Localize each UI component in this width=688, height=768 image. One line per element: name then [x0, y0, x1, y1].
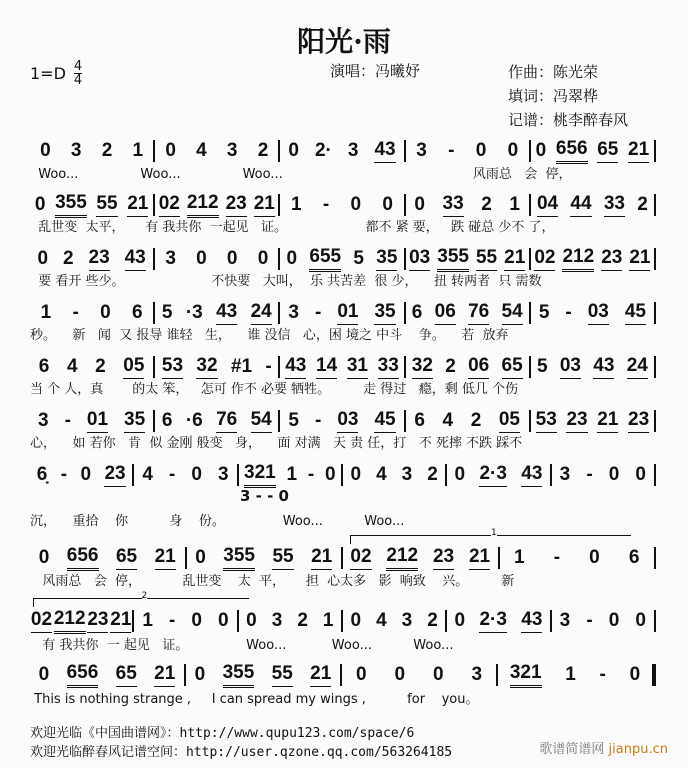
note: 21	[629, 247, 650, 271]
composer: 作曲：陈光荣	[508, 63, 599, 81]
note: 21	[504, 247, 525, 271]
notation-row	[30, 608, 656, 634]
note: 6̣	[36, 463, 48, 485]
note: 23	[226, 193, 247, 217]
note: 23	[628, 409, 649, 433]
measure	[531, 138, 654, 164]
note: 0	[226, 247, 238, 269]
note: 43	[374, 139, 395, 163]
note: 23	[433, 546, 454, 570]
measure	[343, 610, 445, 633]
note: 01	[337, 301, 358, 325]
note: 32	[196, 355, 217, 379]
note: 5	[353, 247, 364, 269]
note: 3	[218, 463, 229, 485]
note: 0	[382, 193, 393, 215]
note: 321	[244, 462, 276, 488]
note: 212	[54, 608, 86, 634]
note: 2	[481, 193, 492, 215]
note: 0	[195, 546, 206, 568]
note: -	[553, 546, 561, 568]
note: 55	[476, 247, 497, 271]
note: 0	[608, 609, 620, 631]
bar-line	[654, 356, 656, 378]
notation-row	[30, 662, 656, 688]
note: 2	[297, 609, 308, 631]
note: 0	[288, 139, 299, 161]
note: 21	[127, 193, 148, 217]
volta-2	[33, 591, 249, 607]
note: 2	[427, 609, 438, 631]
note: 43	[521, 609, 542, 633]
measure	[30, 608, 132, 634]
note: 2	[257, 139, 269, 161]
note: -	[314, 409, 322, 431]
note: 23	[87, 609, 108, 633]
note: 33	[604, 193, 625, 217]
time-bottom: 4	[73, 73, 83, 88]
measure	[30, 140, 153, 163]
note: 4	[66, 355, 78, 377]
note: 2	[427, 463, 438, 485]
measure	[239, 610, 341, 633]
measure	[155, 248, 278, 271]
note: 3	[165, 247, 176, 269]
bar-line	[654, 302, 656, 324]
note: 0	[191, 463, 202, 485]
note: 0	[286, 247, 298, 269]
note: 76	[468, 301, 489, 325]
note: 43	[125, 247, 146, 271]
note: 45	[374, 409, 395, 433]
measure	[531, 355, 654, 379]
time-top: 4	[73, 59, 83, 74]
measure	[280, 139, 403, 163]
note: 3	[559, 463, 571, 485]
note: 3	[288, 301, 299, 323]
measure	[343, 545, 498, 571]
lyrics-line: 乱世变 太平， 有 我共你 一起见 证。 都不 紧 要， 跌 碰总 少不 了，	[30, 220, 555, 235]
measure	[406, 355, 529, 379]
note: 5	[161, 301, 173, 323]
measure	[30, 302, 153, 325]
note: 0	[350, 463, 362, 485]
notation-row	[30, 246, 656, 272]
measure	[30, 355, 153, 379]
measure	[552, 610, 654, 633]
measure	[280, 409, 403, 433]
note: 0	[40, 139, 51, 161]
note: 21	[110, 609, 131, 633]
note: 55	[96, 193, 117, 217]
note: 2	[95, 355, 106, 377]
credits	[508, 60, 628, 132]
note: 6	[38, 355, 50, 377]
note: 3	[226, 139, 238, 161]
note: 0	[635, 463, 646, 485]
note: 0	[165, 139, 176, 161]
measure	[155, 409, 278, 433]
measure	[552, 464, 654, 487]
note: 2	[445, 355, 456, 377]
volta-1	[350, 528, 631, 544]
note: 21	[469, 546, 490, 570]
note: 03	[560, 355, 581, 379]
note: 65	[597, 139, 618, 163]
note: 656	[67, 662, 99, 688]
note: 0	[394, 663, 406, 685]
footer-link-1[interactable]: 欢迎光临《中国曲谱网》：http://www.qupu123.com/space/6	[30, 726, 415, 741]
measure	[30, 545, 185, 571]
note: 0	[37, 247, 49, 269]
note: 212	[562, 246, 594, 272]
measure	[531, 246, 654, 272]
note: 0	[608, 463, 620, 485]
watermark	[539, 738, 668, 757]
notation-row	[30, 300, 656, 326]
measure	[280, 355, 403, 379]
note: 21	[597, 409, 618, 433]
note: 24	[251, 301, 272, 325]
note: -	[314, 301, 322, 323]
bar-line	[654, 547, 656, 569]
measure	[531, 193, 654, 217]
note: -	[169, 609, 176, 631]
note: 0	[246, 609, 257, 631]
note: 33	[378, 355, 399, 379]
note: #1	[230, 355, 253, 377]
note: 02	[159, 193, 180, 217]
note: 1	[286, 463, 298, 485]
measure	[186, 662, 340, 688]
watermark-cn: 歌谱简谱网	[539, 742, 605, 757]
note: 1	[509, 193, 520, 215]
note: 0	[196, 247, 207, 269]
bar-line	[654, 140, 656, 162]
notation-row	[30, 545, 656, 571]
note: 53	[536, 409, 557, 433]
measure	[280, 301, 403, 325]
lyrics-line: Woo... Woo... Woo... 风雨总 会 停，	[30, 167, 572, 182]
bar-line	[654, 194, 656, 216]
note: 0	[535, 139, 547, 161]
note: 65	[502, 355, 523, 379]
note: 3	[471, 663, 483, 685]
bar-line	[654, 248, 656, 270]
note: -	[599, 663, 606, 685]
note: 5	[288, 409, 299, 431]
note: 212	[187, 192, 219, 218]
note: 656	[556, 138, 588, 164]
measure	[531, 301, 654, 325]
note: 4	[442, 409, 454, 431]
watermark-en: jianpu.cn	[608, 742, 668, 757]
note: 02	[350, 546, 371, 570]
bar-line	[654, 464, 656, 486]
note: 2	[62, 247, 74, 269]
note: 0	[350, 193, 362, 215]
note: 0	[218, 609, 229, 631]
measure	[343, 464, 445, 487]
note: 3	[271, 609, 283, 631]
note: 0	[325, 463, 336, 485]
note: 43	[593, 355, 614, 379]
note: 355	[223, 545, 255, 571]
note: 76	[216, 409, 237, 433]
note: 5	[538, 301, 550, 323]
notation-row	[30, 462, 656, 488]
note: 21	[310, 663, 331, 687]
note: -	[265, 355, 272, 377]
note: 24	[627, 355, 648, 379]
note: 21	[254, 193, 275, 217]
measure	[406, 301, 529, 325]
note: 21	[154, 663, 175, 687]
measure	[30, 463, 132, 487]
note: 54	[502, 301, 523, 325]
note: 02	[534, 247, 555, 271]
note: 2	[637, 193, 648, 215]
note: 0	[191, 609, 202, 631]
note: 04	[537, 193, 558, 217]
notation-row	[30, 192, 656, 218]
measure	[498, 662, 652, 688]
note: 0	[194, 663, 206, 685]
note: 05	[499, 409, 520, 433]
note: 0	[34, 193, 46, 215]
key-signature	[30, 60, 82, 87]
note: 2·	[314, 139, 332, 161]
note: 1	[291, 193, 302, 215]
transcriber: 记谱：桃李醉春风	[508, 111, 629, 129]
measure	[134, 610, 236, 633]
lyrics-line: This is nothing strange , I can spread my wings , for you。	[30, 692, 479, 707]
note: 0	[589, 546, 600, 568]
lyrics-line: 有 我共你 一 起见 证。 Woo... Woo... Woo...	[30, 638, 454, 653]
note: 2	[470, 409, 482, 431]
note: 6	[411, 301, 423, 323]
note: 43	[216, 301, 237, 325]
lyrics-line: 秒。 新 闻 又 报导 谁轻 生， 谁 没信 心，困 境之 中斗 争。 若 放弃	[30, 328, 509, 343]
note: 65	[116, 546, 137, 570]
measure	[134, 464, 236, 487]
note: 21	[628, 139, 649, 163]
note: 06	[435, 301, 456, 325]
note: 06	[468, 355, 489, 379]
note: 43	[521, 463, 542, 487]
note: 53	[162, 355, 183, 379]
measure	[342, 664, 496, 687]
measure	[531, 409, 654, 433]
note: 321	[510, 662, 542, 688]
note: 23	[89, 247, 110, 271]
bar-line	[654, 410, 656, 432]
bar-line	[652, 664, 656, 686]
note: 0	[629, 663, 641, 685]
note: 55	[272, 663, 293, 687]
measure	[30, 409, 153, 433]
note: 35	[376, 247, 397, 271]
measure	[155, 192, 278, 218]
note: 656	[67, 545, 99, 571]
note: 0	[507, 139, 519, 161]
note: 3	[38, 409, 49, 431]
measure	[155, 140, 278, 163]
note: -	[72, 301, 79, 323]
measure	[447, 463, 549, 487]
measure	[406, 246, 529, 272]
note: 05	[123, 355, 144, 379]
note: 4	[376, 463, 387, 485]
note: 44	[570, 193, 591, 217]
note: 4	[376, 609, 387, 631]
note: -	[307, 463, 315, 485]
note: 1	[322, 609, 334, 631]
note: 02	[31, 609, 52, 633]
note: 4	[196, 139, 207, 161]
note: 3	[559, 609, 571, 631]
singer: 演唱：冯曦妤	[330, 62, 421, 80]
note: 1	[142, 609, 153, 631]
lyrics-line: 要 看开 些少。 不快要 大叫， 乐 共苦差 很 少， 扭 转两者 只 需数	[30, 274, 542, 289]
measure	[500, 547, 655, 570]
note: 0	[80, 463, 92, 485]
bar-line	[654, 610, 656, 632]
note: 0	[38, 546, 50, 568]
measure	[30, 192, 153, 218]
note: 23	[104, 463, 125, 487]
note: 0	[38, 663, 50, 685]
note: 14	[316, 355, 337, 379]
note: 21	[155, 546, 176, 570]
note: 45	[625, 301, 646, 325]
note: 3	[401, 463, 413, 485]
note: 23	[601, 247, 622, 271]
note: 0	[432, 663, 444, 685]
note: 32	[412, 355, 433, 379]
measure	[30, 247, 153, 271]
notation-row	[30, 354, 656, 380]
notation-row	[30, 138, 656, 164]
note: 55	[272, 546, 293, 570]
note: 6	[628, 546, 640, 568]
note: 0	[475, 139, 487, 161]
measure	[155, 301, 278, 325]
key: 1=D	[30, 64, 66, 83]
note: 33	[443, 193, 464, 217]
note: 0	[454, 463, 466, 485]
note: -	[169, 463, 176, 485]
note: -	[586, 463, 593, 485]
note: 21	[311, 546, 332, 570]
notation-row	[30, 408, 656, 434]
note: 01	[87, 409, 108, 433]
footer-link-2[interactable]: 欢迎光临醉春风记谱空间：http://user.qzone.qq.com/563264185	[30, 745, 453, 760]
note: 65	[116, 663, 137, 687]
note: 2	[101, 139, 113, 161]
note: 1	[514, 546, 525, 568]
note: 3	[401, 609, 413, 631]
measure	[187, 545, 342, 571]
measure	[406, 193, 529, 217]
note: 1	[40, 301, 52, 323]
measure	[155, 355, 278, 379]
note: -	[448, 139, 455, 161]
note: -	[322, 193, 330, 215]
note: 4	[142, 463, 153, 485]
note: -	[60, 463, 68, 485]
note: 31	[347, 355, 368, 379]
note: -	[565, 301, 572, 323]
note: 5	[536, 355, 548, 377]
measure	[406, 409, 529, 433]
note: 6	[161, 409, 173, 431]
lyrics-line: 沉， 重拾 你 身 份。 Woo... Woo...	[30, 514, 405, 529]
volta-1-label: 1	[491, 528, 497, 538]
note: 2·3	[479, 609, 506, 633]
note: 0	[100, 301, 111, 323]
note: 0	[635, 609, 646, 631]
measure	[239, 462, 341, 488]
note: 0	[355, 663, 367, 685]
measure	[280, 246, 403, 272]
note: -	[586, 609, 593, 631]
note: ·6	[185, 409, 203, 431]
note: 35	[124, 409, 145, 433]
note: 355	[223, 662, 255, 688]
lyrics-line: 当 个 人，真 的太 笨， 怎可 作不 必要 牺牲。 走 得过 瘾，剩 低几 个伤	[30, 382, 518, 397]
note: 43	[285, 355, 306, 379]
time-signature	[74, 60, 82, 87]
note: 0	[414, 193, 425, 215]
note: ·3	[185, 301, 203, 323]
note: 0	[257, 247, 269, 269]
note: -	[64, 409, 71, 431]
lyrics-line: 风雨总 会 停， 乱世变 太 平， 担 心太多 影 响致 兴。 新	[30, 574, 515, 589]
note: 3	[416, 139, 427, 161]
note: 54	[251, 409, 272, 433]
note: 03	[409, 247, 430, 271]
measure	[30, 662, 184, 688]
lyrics-line: 心， 如 若你 肯 似 金刚 般变 身， 面 对满 天 责 任，打 不 死摔 不跌 踩不	[30, 436, 523, 451]
note: 1	[132, 139, 144, 161]
note: 0	[350, 609, 362, 631]
note: 2·3	[479, 463, 506, 487]
note: 1	[565, 663, 576, 685]
note: 355	[437, 246, 469, 272]
note: 0	[454, 609, 466, 631]
song-title: 阳光·雨	[297, 25, 391, 58]
measure	[406, 140, 529, 163]
note: 03	[337, 409, 358, 433]
note: 3	[70, 139, 82, 161]
note: 355	[55, 192, 87, 218]
note: 23	[566, 409, 587, 433]
alt-notes: 3 - - 0	[240, 487, 289, 505]
note: 3	[347, 139, 359, 161]
lyricist: 填词：冯翠桦	[508, 87, 599, 105]
note: 6	[414, 409, 425, 431]
note: 03	[588, 301, 609, 325]
note: 35	[374, 301, 395, 325]
volta-2-label: 2	[141, 591, 148, 601]
note: 655	[309, 246, 341, 272]
note: 212	[386, 545, 418, 571]
measure	[447, 609, 549, 633]
measure	[280, 194, 403, 217]
note: 6	[131, 301, 143, 323]
